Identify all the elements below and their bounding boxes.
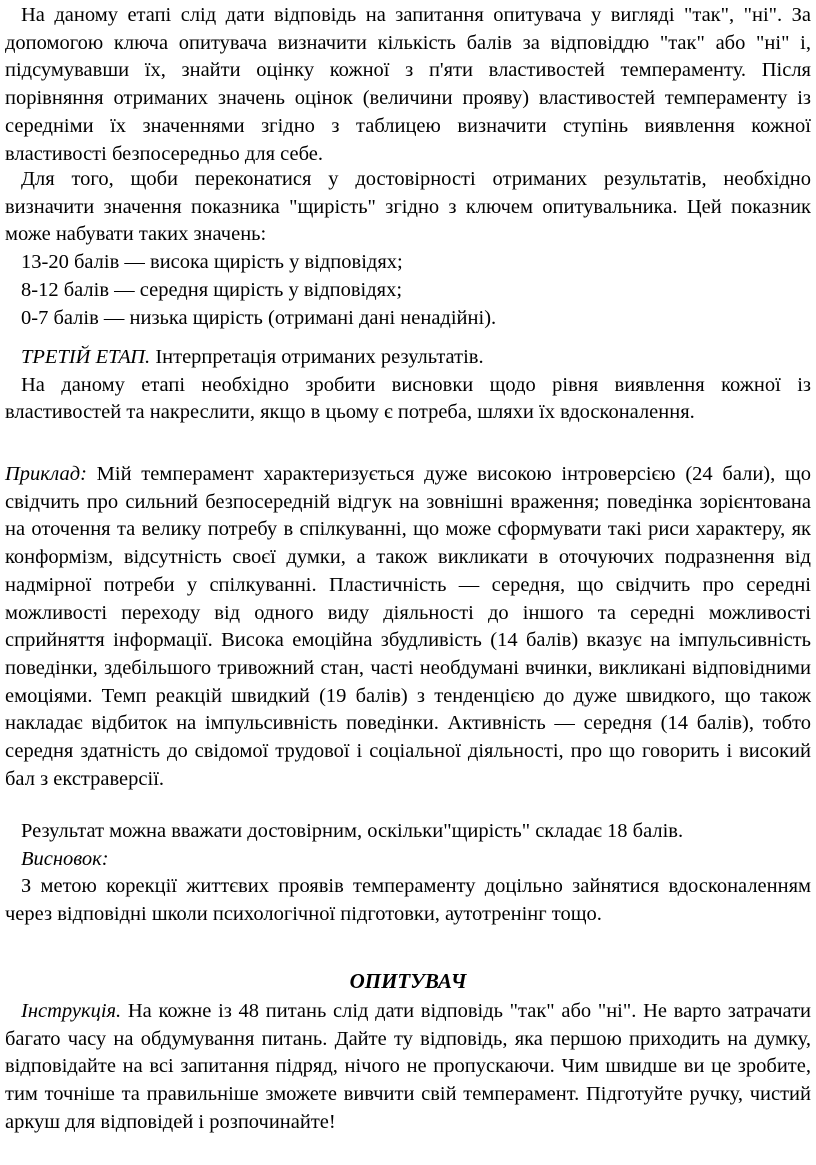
result-sentence: Результат можна вважати достовірним, оскільки"щирість" складає 18 балів. bbox=[21, 820, 684, 842]
instruction-section bbox=[5, 998, 811, 1137]
example-label: Приклад: bbox=[5, 463, 87, 485]
sincerity-level-high: 13-20 балів — висока щирість у відповідях; bbox=[21, 251, 403, 274]
example-text: Мій темперамент характеризується дуже високою інтроверсією (24 бали), що свідчить про сильний безпосередній відгук на зовнішні враження; поведінка зорієнтована на оточення та велику потребу в спілкуванні, що може сформувати такі риси характеру, як конформізм, відсутність своєї думки, а також викликати в оточуючих подразнення від надмірної потреби у спілкуванні. Пластичність — середня, що свідчить про середні можливості переходу від одного виду діяльності до іншого та середні можливості сприйняття інформації. Висока емоційна збудливість (14 балів) вказує на імпульсивність поведінки, здебільшого тривожний стан, часті необдумані вчинки, викликані відповідними емоціями. Темп реакцій швидкий (19 балів) з тенденцією до дуже швидкого, що також накладає відбиток на імпульсивність поведінки. Активність — середня (14 балів), тобто середня здатність до свідомої трудової і соціальної діяльності, про що говорить і високий бал з екстраверсії. bbox=[5, 463, 811, 790]
stage3-heading bbox=[5, 344, 811, 372]
instruction-paragraph bbox=[5, 998, 811, 1137]
paragraph-answer-instructions: На даному етапі слід дати відповідь на запитання опитувача у вигляді "так", "ні". За допомогою ключа опитувача визначити кількість балів за відповіддю "так" або "ні" і, підсумувавши їх, знайти оцінку кожної з п'яти властивостей темпераменту. Після порівняння отриманих значень оцінок (величини прояву) властивостей темпераменту із середніми їх значеннями згідно з таблицею визначити ступінь виявлення кожної властивості безпосередньо для себе. bbox=[5, 4, 811, 165]
result-section bbox=[5, 818, 811, 929]
stage3-title: Інтерпретація отриманих результатів. bbox=[155, 346, 484, 368]
paragraph-stage3: На даному етапі необхідно зробити висновки щодо рівня виявлення кожної із властивостей та накреслити, якщо в цьому є потреба, шляхи їх вдосконалення. bbox=[5, 373, 811, 424]
conclusion-label: Висновок: bbox=[21, 847, 109, 870]
sincerity-section bbox=[5, 166, 811, 332]
stage3-section bbox=[5, 344, 811, 427]
sincerity-level-low: 0-7 балів — низька щирість (отримані дані ненадійні). bbox=[21, 306, 497, 329]
example-paragraph bbox=[5, 461, 811, 793]
intro-section bbox=[5, 2, 811, 168]
paragraph-sincerity: Для того, щоби переконатися у достовірності отриманих результатів, необхідно визначити значення показника "щирість" згідно з ключем опитувальника. Цей показник може набувати таких значень: bbox=[5, 168, 811, 246]
instruction-text: На кожне із 48 питань слід дати відповідь "так" або "ні". Не варто затрачати багато часу на обдумування питань. Дайте ту відповідь, яка першою приходить на думку, відповідайте на всі запитання підряд, нічого не пропускаючи. Чим швидше ви це зробите, тим точніше та правильніше зможете вивчити свій темперамент. Підготуйте ручку, чистий аркуш для відповідей і розпочинайте! bbox=[5, 1000, 812, 1133]
stage3-label: ТРЕТІЙ ЕТАП. bbox=[21, 346, 151, 368]
instruction-label: Інструкція. bbox=[21, 1000, 122, 1022]
section-heading: ОПИТУВАЧ bbox=[349, 969, 467, 993]
conclusion-text: З метою корекції життєвих проявів темпераменту доцільно зайнятися вдосконаленням через відповідні школи психологічної підготовки, аутотренінг тощо. bbox=[5, 875, 811, 926]
example-section bbox=[5, 461, 811, 793]
questionnaire-heading-block bbox=[5, 967, 811, 995]
sincerity-level-medium: 8-12 балів — середня щирість у відповідях; bbox=[21, 278, 403, 301]
